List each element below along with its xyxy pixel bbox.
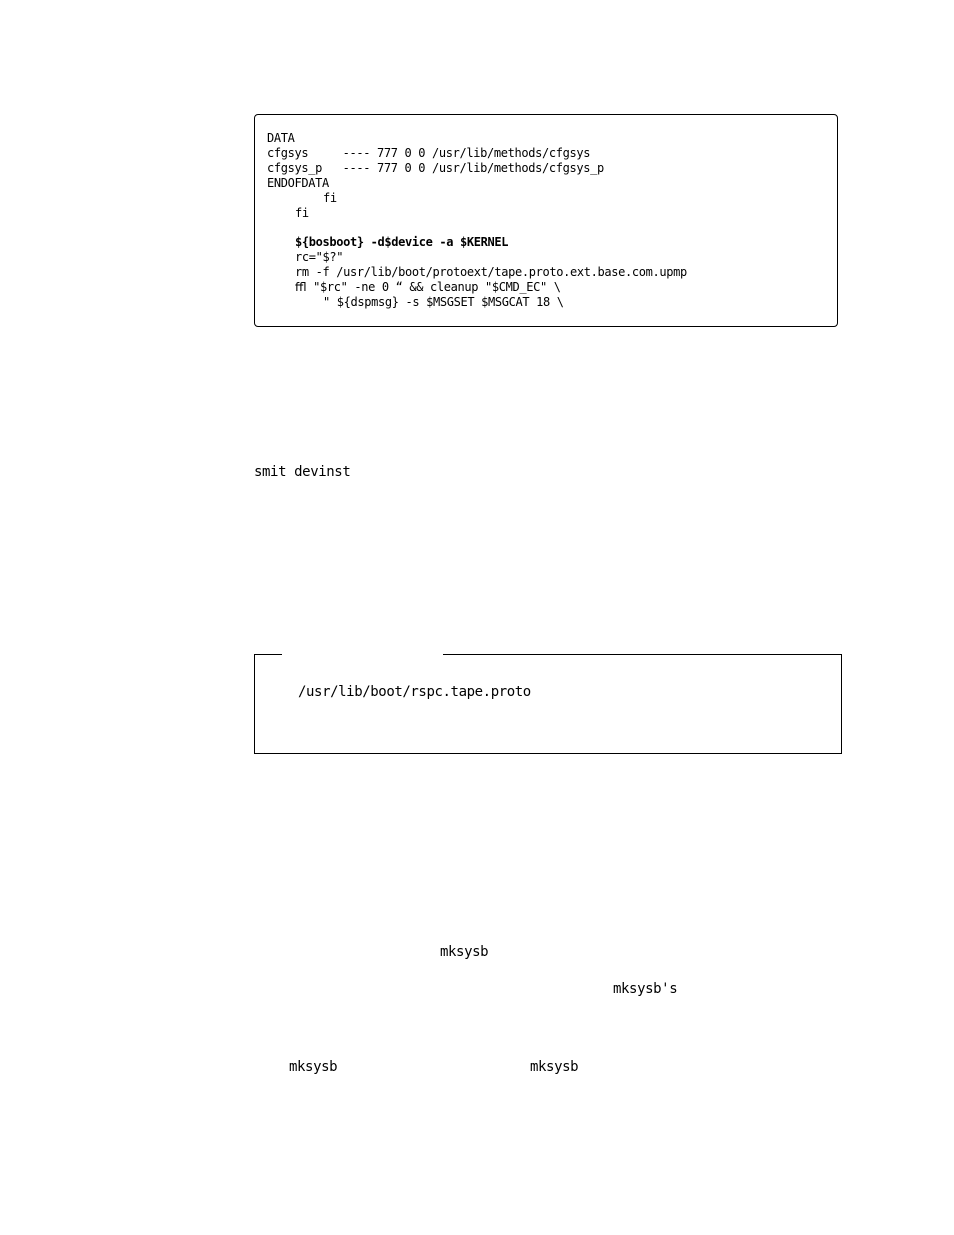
code-line: " ${dspmsg} -s $MSGSET $MSGCAT 18 \ — [323, 295, 564, 309]
code-block — [254, 114, 838, 327]
frame-edge — [254, 654, 255, 754]
code-line: rm -f /usr/lib/boot/protoext/tape.proto.ext.base.com.upmp — [295, 265, 687, 279]
mksysb-term: mksysb's — [613, 981, 678, 997]
code-line: ENDOFDATA — [267, 176, 329, 190]
mksysb-term: mksysb — [530, 1059, 579, 1075]
frame-edge — [254, 654, 282, 655]
frame-edge — [254, 753, 842, 754]
frame-edge — [841, 654, 842, 754]
code-line-bosboot: ${bosboot} -d$device -a $KERNEL — [295, 235, 509, 249]
code-line: rc="$?" — [295, 250, 344, 264]
code-line: fi — [295, 206, 309, 220]
code-line: cfgsys ---- 777 0 0 /usr/lib/methods/cfgsys — [267, 146, 591, 160]
code-line: ﬄ "$rc" -ne 0 “ && cleanup "$CMD_EC" \ — [295, 280, 561, 294]
smit-command: smit devinst — [254, 464, 351, 480]
frame-edge — [443, 654, 842, 655]
code-line: DATA — [267, 131, 295, 145]
mksysb-term: mksysb — [289, 1059, 338, 1075]
code-line: cfgsys_p ---- 777 0 0 /usr/lib/methods/cfgsys_p — [267, 161, 604, 175]
proto-file-frame — [254, 654, 842, 754]
mksysb-term: mksysb — [440, 944, 489, 960]
proto-file-path: /usr/lib/boot/rspc.tape.proto — [298, 684, 531, 700]
code-line: fi — [323, 191, 337, 205]
